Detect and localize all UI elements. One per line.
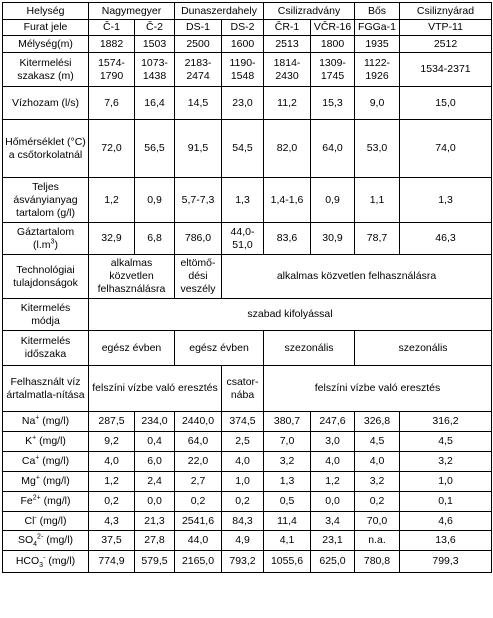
data-cell: 1309-1745: [311, 53, 355, 87]
data-cell: VTP-11: [400, 20, 492, 36]
row-label: Teljes ásványianyag tartalom (g/l): [3, 178, 89, 223]
tech-row: [3, 255, 492, 299]
data-cell: DS-2: [222, 20, 264, 36]
ion-label: [3, 432, 89, 452]
data-cell: 380,7: [264, 412, 311, 432]
location-header: Bős: [355, 3, 400, 20]
data-cell: 9,0: [355, 87, 400, 120]
geothermal-wells-table: [2, 2, 492, 573]
data-cell: 374,5: [222, 412, 264, 432]
ion-row: [3, 512, 492, 531]
data-cell: 1574-1790: [89, 53, 135, 87]
row-label: Helység: [3, 3, 89, 20]
tech-cell-rest: alkalmas közvetlen felhasználásra: [222, 255, 492, 299]
ion-unit: (mg/l): [39, 415, 70, 427]
location-header: Csilizradvány: [264, 3, 355, 20]
ion-label: [3, 531, 89, 551]
table-row: [3, 53, 492, 87]
data-cell: 91,5: [175, 120, 222, 178]
data-cell: 15,3: [311, 87, 355, 120]
data-cell: 1814-2430: [264, 53, 311, 87]
data-cell: 56,5: [135, 120, 175, 178]
ion-unit: (mg/l): [36, 514, 67, 527]
data-cell: 4,5: [400, 432, 492, 452]
data-cell: 1600: [222, 36, 264, 53]
ion-unit: (mg/l): [43, 534, 74, 546]
data-cell: 6,0: [135, 452, 175, 472]
ion-superscript: -: [34, 514, 37, 521]
ion-unit: (mg/l): [40, 495, 71, 507]
data-cell: 0,1: [400, 492, 492, 512]
data-cell: 83,6: [264, 223, 311, 255]
ion-symbol: Ca: [21, 455, 36, 467]
header-row: [3, 3, 492, 20]
unit-close: ): [54, 238, 58, 251]
ion-symbol: Mg: [21, 475, 36, 487]
mode-row: [3, 299, 492, 331]
data-cell: 2512: [400, 36, 492, 53]
data-cell: 1,2: [89, 472, 135, 492]
ion-subscript: 4: [33, 541, 38, 549]
data-cell: 0,0: [311, 492, 355, 512]
mode-cell: szabad kifolyással: [89, 299, 492, 331]
ion-subscript: 3: [39, 562, 44, 570]
data-cell: 5,7-7,3: [175, 178, 222, 223]
unit-text: (l.m: [33, 238, 51, 251]
data-cell: 625,0: [311, 551, 355, 573]
data-cell: 0,9: [135, 178, 175, 223]
data-cell: 0,2: [89, 492, 135, 512]
data-cell: 84,3: [222, 512, 264, 531]
data-cell: 2,4: [135, 472, 175, 492]
data-cell: 1122-1926: [355, 53, 400, 87]
data-cell: 30,9: [311, 223, 355, 255]
data-cell: 2183-2474: [175, 53, 222, 87]
disposal-cell-left: felszíni vízbe való eresztés: [89, 366, 222, 412]
row-label: Felhasznált víz ártalmatla-nítása: [3, 366, 89, 412]
data-cell: 78,7: [355, 223, 400, 255]
data-cell: 1190-1548: [222, 53, 264, 87]
data-cell: 1,0: [222, 472, 264, 492]
data-cell: 13,6: [400, 531, 492, 551]
period-cell-rest: szezonális: [355, 331, 492, 366]
data-cell: 780,8: [355, 551, 400, 573]
data-cell: 1,3: [264, 472, 311, 492]
data-cell: n.a.: [355, 531, 400, 551]
data-cell: 37,5: [89, 531, 135, 551]
data-cell: 287,5: [89, 412, 135, 432]
ion-label: [3, 512, 89, 531]
tech-cell-dunaszerdahely: eltömő-dési veszély: [175, 255, 222, 299]
row-label: Kitermelési szakasz (m): [3, 53, 89, 87]
data-cell: 1,0: [400, 472, 492, 492]
data-cell: 1,3: [222, 178, 264, 223]
data-cell: 14,5: [175, 87, 222, 120]
data-cell: 27,8: [135, 531, 175, 551]
data-cell: 4,0: [89, 452, 135, 472]
ion-row: [3, 452, 492, 472]
table-body: [3, 3, 492, 573]
data-cell: 1882: [89, 36, 135, 53]
ion-superscript: +: [35, 414, 40, 422]
data-cell: 15,0: [400, 87, 492, 120]
ion-unit: (mg/l): [39, 455, 70, 467]
data-cell: 11,4: [264, 512, 311, 531]
data-cell: 3,4: [311, 512, 355, 531]
data-cell: 234,0: [135, 412, 175, 432]
ion-unit: (mg/l): [45, 555, 76, 567]
data-cell: 4,9: [222, 531, 264, 551]
row-label: Hőmérséklet (°C) a csőtorkolatnál: [3, 120, 89, 178]
data-cell: 53,0: [355, 120, 400, 178]
data-cell: 46,3: [400, 223, 492, 255]
ion-superscript: +: [35, 454, 40, 462]
data-cell: 4,6: [400, 512, 492, 531]
data-cell: 3,2: [355, 472, 400, 492]
ion-superscript: 2-: [37, 533, 44, 541]
data-cell: 21,3: [135, 512, 175, 531]
data-cell: 1503: [135, 36, 175, 53]
data-cell: 2541,6: [175, 512, 222, 531]
unit-superscript: 3: [50, 238, 55, 245]
data-cell: 22,0: [175, 452, 222, 472]
table-row: [3, 178, 492, 223]
ion-symbol: Na: [21, 415, 36, 427]
data-cell: 2,5: [222, 432, 264, 452]
ion-symbol: Cl: [24, 514, 35, 527]
data-cell: 3,2: [264, 452, 311, 472]
data-cell: 774,9: [89, 551, 135, 573]
table-row: [3, 223, 492, 255]
row-label: Mélység(m): [3, 36, 89, 53]
data-cell: 1800: [311, 36, 355, 53]
data-cell: 799,3: [400, 551, 492, 573]
ion-row: [3, 412, 492, 432]
row-label: Furat jele: [3, 20, 89, 36]
tech-cell-nagymegyer: alkalmas közvetlen felhasználásra: [89, 255, 175, 299]
data-cell: 0,9: [311, 178, 355, 223]
data-cell: 4,0: [222, 452, 264, 472]
data-cell: Č-2: [135, 20, 175, 36]
ion-row: [3, 551, 492, 573]
data-cell: 2513: [264, 36, 311, 53]
period-cell-nagymegyer: egész évben: [89, 331, 175, 366]
data-cell: 11,2: [264, 87, 311, 120]
data-cell: Č-1: [89, 20, 135, 36]
ion-symbol: HCO: [15, 555, 40, 567]
data-cell: 16,4: [135, 87, 175, 120]
row-label: [3, 223, 89, 255]
ion-unit: (mg/l): [39, 475, 70, 487]
table-row: [3, 36, 492, 53]
data-cell: 23,0: [222, 87, 264, 120]
data-cell: 74,0: [400, 120, 492, 178]
data-cell: 4,1: [264, 531, 311, 551]
data-cell: 1,3: [400, 178, 492, 223]
data-cell: 2440,0: [175, 412, 222, 432]
data-cell: 9,2: [89, 432, 135, 452]
table-row: [3, 87, 492, 120]
data-cell: 44,0-51,0: [222, 223, 264, 255]
data-cell: 72,0: [89, 120, 135, 178]
data-cell: 1935: [355, 36, 400, 53]
data-cell: 70,0: [355, 512, 400, 531]
data-cell: 1,2: [311, 472, 355, 492]
data-cell: 64,0: [175, 432, 222, 452]
data-cell: 1534-2371: [400, 53, 492, 87]
ion-unit: (mg/l): [36, 435, 66, 447]
ion-label: [3, 452, 89, 472]
disposal-cell-right: felszíni vízbe való eresztés: [264, 366, 492, 412]
data-cell: DS-1: [175, 20, 222, 36]
disposal-row: [3, 366, 492, 412]
ion-row: [3, 472, 492, 492]
disposal-cell-ds2: csator-nába: [222, 366, 264, 412]
data-cell: 1055,6: [264, 551, 311, 573]
ion-superscript: +: [35, 474, 40, 482]
data-cell: 0,2: [222, 492, 264, 512]
data-cell: 2,7: [175, 472, 222, 492]
ion-symbol: SO: [17, 534, 34, 546]
ion-superscript: 2+: [32, 494, 41, 502]
table-row: [3, 120, 492, 178]
data-cell: 4,0: [355, 452, 400, 472]
row-label: Kitermelés időszaka: [3, 331, 89, 366]
ion-label: [3, 472, 89, 492]
ion-symbol: K: [25, 435, 33, 447]
data-cell: 0,4: [135, 432, 175, 452]
row-label: Kitermelés módja: [3, 299, 89, 331]
data-cell: ČR-1: [264, 20, 311, 36]
data-cell: 6,8: [135, 223, 175, 255]
ion-superscript: -: [43, 554, 46, 562]
data-cell: 0,5: [264, 492, 311, 512]
location-header: Nagymegyer: [89, 3, 175, 20]
data-cell: 32,9: [89, 223, 135, 255]
period-cell-csilizradvany: szezonális: [264, 331, 355, 366]
ion-label: [3, 551, 89, 573]
data-cell: 0,0: [135, 492, 175, 512]
data-cell: 54,5: [222, 120, 264, 178]
data-cell: 1,2: [89, 178, 135, 223]
location-header: Dunaszerdahely: [175, 3, 264, 20]
period-cell-dunaszerdahely: egész évben: [175, 331, 264, 366]
data-cell: 1,4-1,6: [264, 178, 311, 223]
data-cell: 3,0: [311, 432, 355, 452]
data-cell: 3,2: [400, 452, 492, 472]
location-header: Csiliznyárad: [400, 3, 492, 20]
data-cell: 7,0: [264, 432, 311, 452]
data-cell: 23,1: [311, 531, 355, 551]
row-label: Vízhozam (l/s): [3, 87, 89, 120]
ion-row: [3, 492, 492, 512]
data-cell: 44,0: [175, 531, 222, 551]
data-cell: 316,2: [400, 412, 492, 432]
data-cell: 579,5: [135, 551, 175, 573]
ion-label: [3, 492, 89, 512]
data-cell: 1073-1438: [135, 53, 175, 87]
ion-symbol: Fe: [20, 495, 33, 507]
row-label-text: Gáztartalom: [16, 225, 75, 238]
table-row: [3, 20, 492, 36]
ion-superscript: +: [32, 434, 37, 442]
ion-row: [3, 531, 492, 551]
data-cell: 2165,0: [175, 551, 222, 573]
data-cell: 4,0: [311, 452, 355, 472]
data-cell: 326,8: [355, 412, 400, 432]
data-cell: FGGa-1: [355, 20, 400, 36]
data-cell: 4,5: [355, 432, 400, 452]
data-cell: 793,2: [222, 551, 264, 573]
data-cell: 7,6: [89, 87, 135, 120]
data-cell: 4,3: [89, 512, 135, 531]
data-cell: 0,2: [355, 492, 400, 512]
ion-label: [3, 412, 89, 432]
data-cell: 786,0: [175, 223, 222, 255]
ion-row: [3, 432, 492, 452]
data-cell: 247,6: [311, 412, 355, 432]
row-label: Technológiai tulajdonságok: [3, 255, 89, 299]
period-row: [3, 331, 492, 366]
data-cell: 82,0: [264, 120, 311, 178]
data-cell: 2500: [175, 36, 222, 53]
data-cell: 0,2: [175, 492, 222, 512]
data-cell: 1,1: [355, 178, 400, 223]
data-cell: 64,0: [311, 120, 355, 178]
data-cell: VČR-16: [311, 20, 355, 36]
